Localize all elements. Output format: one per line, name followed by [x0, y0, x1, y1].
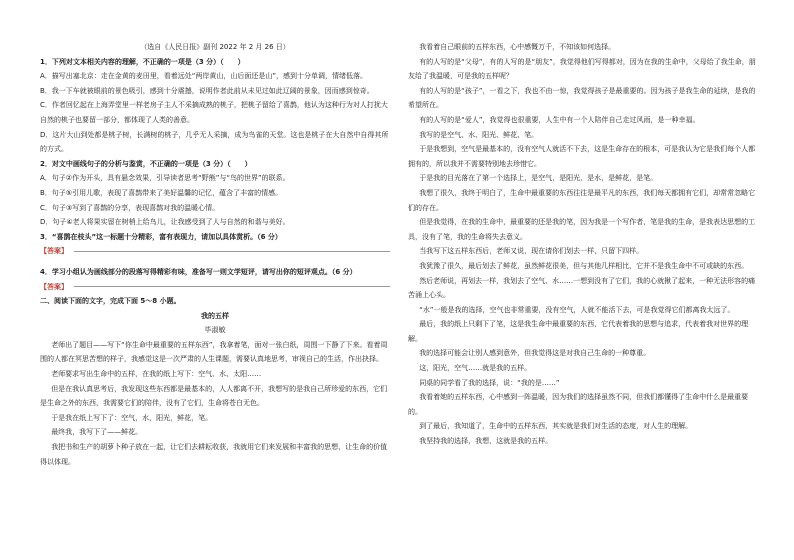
article-title: 我的五样	[201, 311, 229, 320]
paragraph: 有的人写的是“爱人”，我觉得也很重要，人生中有一个人陪伴自己走过风雨，是一种幸福。	[419, 115, 700, 124]
paragraph: 我想了很久，我终于明白了，生命中最重要的东西往往是最平凡的东西，我们每天都拥有它们，却常常忽略它们的存在。	[408, 188, 756, 212]
q1-option-b: B．我一下车就被眼前的景色吸引，感到十分震撼，说明作者此前从未见过如此辽阔的景象，因而感到惊奇。	[40, 86, 374, 95]
section-heading: 二、阅读下面的文字，完成下面 5～8 小题。	[40, 297, 181, 306]
paragraph: 但是在我认真思考后，我发现这些东西都是最基本的，人人都离不开，我想写的是我自己所珍爱的东西，它们是生命之外的东西，我需要它们的陪伴，没有了它们，生命将苍白无色。	[40, 384, 388, 408]
paragraph: 我写的是空气、水、阳光、鲜花、笔。	[419, 130, 539, 139]
question-4: 4．学习小组认为画线部分的段落写得精彩有味，准备写一则文学短评，请写出你的短评观点。（6 分）	[40, 267, 357, 276]
article-author: 毕淑敏	[204, 326, 226, 335]
answer-label: 【答案】	[40, 247, 68, 256]
q1-option-d: D．这片大山到处都是桃子树，长满树的桃子，几乎无人采摘，成为鸟雀的天堂。这也是桃子在大自然中自得其所的方式。	[40, 130, 389, 154]
question-1: 1．下列对文本相关内容的理解，不正确的一项是（3 分）（ ）	[40, 57, 245, 66]
paragraph: 到了最后，我知道了，生命中的五样东西，其实就是我们对生活的态度，对人生的理解。	[419, 422, 693, 431]
paragraph: 我犹豫了很久，最后划去了鲜花，虽然鲜花很美，但与其他几样相比，它并不是我生命中不可或缺的东西。	[419, 261, 749, 270]
paragraph: 我坚持我的选择，我想，这就是我的五样。	[419, 437, 553, 446]
source-line: （选自《人民日报》副刊 2022 年 2 月 26 日）	[140, 43, 290, 51]
paragraph: 然后老师说，再划去一样，我划去了空气、水……一想到没有了它们，我的心就揪了起来，一种无法形容的痛苦涌上心头。	[408, 276, 756, 300]
answer-line-q3[interactable]	[40, 244, 390, 259]
q1-option-c: C．作者回忆起在上海弄堂里一样老房子主人不采摘成熟的桃子，把桃子留给了喜鹊，他认为这种行为对人打扰大自然的桃子也要留一部分，都体现了人类的善意。	[40, 101, 388, 124]
q2-option-c: C．句子③写到了喜鹊的分享，表现喜鹊对我的温暖心情。	[40, 203, 220, 212]
answer-label: 【答案】	[40, 282, 68, 291]
paragraph: 老师要求写出生命中的五样，在我的纸上写下：空气、水、太阳……	[51, 370, 262, 379]
paragraph: 我的选择可能会让别人感到意外，但我觉得这是对我自己生命的一种尊重。	[419, 349, 651, 358]
left-column	[40, 40, 390, 469]
answer-underline	[74, 286, 390, 287]
answer-underline	[74, 251, 390, 252]
paragraph: 这，阳光，空气……就是我的五样。	[419, 364, 532, 373]
paragraph: 我看着自己眼前的五样东西，心中感慨万千，不知该如何选择。	[419, 43, 616, 51]
paragraph: 于是我想到，空气是最基本的，没有空气人就活不下去，这是生命存在的根本，可是我认为它是我们每个人都拥有的，所以我并不需要特别地去珍惜它。	[408, 145, 756, 168]
paragraph: 有的人写的是“父母”，有的人写的是“朋友”，我觉得他们写得都对，因为在我的生命中，父母给了我生命，朋友给了我温暖，可是我的五样呢？	[408, 57, 756, 81]
q1-option-a: A．描写出塞北京：走在金黄的麦田里，看着远处“两岸黄山，山后面还是山”，感到十分单调，情绪低落。	[40, 72, 368, 81]
paragraph: 于是我的目光落在了第一个选择上，是空气，是阳光，是水，是鲜花，是笔。	[419, 174, 658, 183]
paragraph: 当我写下这五样东西后，老师又说，现在请你们划去一样，只留下四样。	[419, 247, 644, 256]
q2-option-d: D．句子④老人将果实留在树梢上给鸟儿，让我感受到了人与自然的和谐与美好。	[40, 218, 290, 227]
paragraph: 我把书和生产的胡萝卜种子放在一起，让它们去耕耘收获，我就用它们来发展和丰富我的思想，让生命的价值得以体现。	[40, 443, 388, 466]
q2-option-b: B．句子⑤引用儿歌，表现了喜鹊带来了美好温馨的记忆，蕴含了丰富的情感。	[40, 188, 283, 197]
paragraph: “水”一般是我的选择，空气也非常重要，没有空气，人就不能活下去，可是我觉得它们都离我太远了。	[419, 305, 735, 314]
paragraph: 但是我觉得，在我的生命中，最重要的还是我的笔，因为我是一个写作者，笔是我的生命，是我表达思想的工具，没有了笔，我的生命将失去意义。	[408, 218, 756, 241]
answer-line-q4[interactable]	[40, 280, 390, 295]
paragraph: 同桌的同学看了我的选择，说：“我的是……”	[419, 378, 560, 387]
paragraph: 我看着她的五样东西，心中感到一阵温暖，因为我们的选择虽然不同，但我们都懂得了生命中什么是最重要的。	[408, 393, 749, 416]
right-column	[408, 40, 758, 449]
paragraph: 最终我，我写下了——鲜花。	[51, 428, 143, 437]
q2-option-a: A．句子②作为开头，具有悬念效果，引导读者思考“野熊”与“鸟的世界”的联系。	[40, 174, 290, 183]
question-2: 2．对文中画线句子的分析与鉴赏，不正确的一项是（3 分）（ ）	[40, 159, 252, 168]
paragraph: 最后，我的纸上只剩下了笔，这是我生命中最重要的东西，它代表着我的思想与追求，代表着我对世界的理解。	[408, 320, 749, 343]
paragraph: 老师出了题目——写下“你生命中最重要的五样东西”，我拿着笔，面对一张白纸，周围一下静了下来。看着周围的人都在冥思苦想的样子，我感觉这是一次严肃的人生课题，需要认真地思考，审视自己的生活，作出抉择。	[40, 340, 388, 364]
paragraph: 有的人写的是“孩子”，一看之下，我也不由一惊，我觉得孩子是最重要的。因为孩子是我生命的延续，是我的希望所在。	[408, 86, 756, 110]
question-3: 3．“喜鹊在枝头”这一标题十分精彩，富有表现力，请加以具体赏析。（6 分）	[40, 232, 282, 241]
paragraph: 于是我在纸上写下了：空气，水，阳光，鲜花，笔。	[51, 413, 213, 422]
